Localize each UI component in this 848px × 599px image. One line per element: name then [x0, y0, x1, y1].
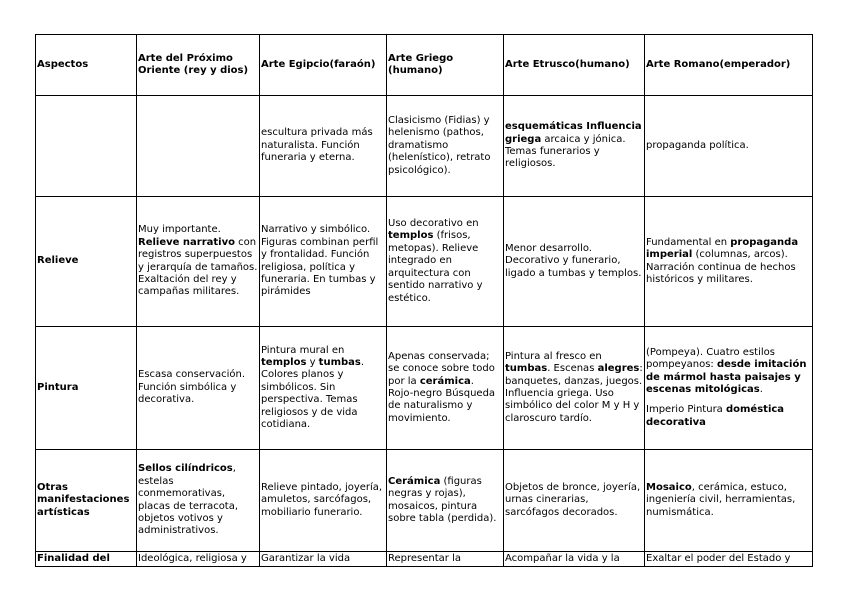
- cell-egipcio: [260, 450, 387, 552]
- header-row: [36, 35, 813, 96]
- cell-text: Ideológica, religiosa y: [138, 553, 247, 564]
- cell-text: escultura privada más naturalista. Función funeraria y eterna.: [261, 127, 373, 164]
- cell-bold-text: alegres: [597, 363, 640, 375]
- cell-egipcio: [260, 96, 387, 197]
- cell-bold-text: Cerámica: [388, 475, 441, 487]
- cell-proximo-oriente: [137, 197, 260, 327]
- cell-griego: [387, 552, 504, 567]
- cell-text: (figuras negras y rojas), mosaicos, pintura sobre tabla (perdida).: [388, 475, 497, 524]
- cell-bold-text: propaganda imperial: [646, 236, 799, 261]
- cell-text: Pintura mural en: [261, 344, 345, 356]
- row-label: Relieve: [36, 197, 137, 327]
- row-label: Pintura: [36, 327, 137, 450]
- table-row: [36, 450, 813, 552]
- cell-text: Representar la: [388, 553, 461, 564]
- cell-text: arcaica y jónica. Temas funerarios y religiosos.: [505, 133, 626, 170]
- cell-text: : banquetes, danzas, juegos. Influencia griega. Uso simbólico del color M y H y claroscuro tardío.: [505, 363, 643, 424]
- comparison-table: [35, 34, 813, 567]
- cell-romano: [645, 327, 813, 450]
- table-row: [36, 96, 813, 197]
- cell-etrusco: [504, 450, 645, 552]
- cell-text: Exaltar el poder del Estado y: [646, 553, 791, 564]
- cell-text: Escasa conservación. Función simbólica y decorativa.: [138, 369, 246, 406]
- row-label: [36, 96, 137, 197]
- cell-text: Pintura al fresco en: [505, 350, 602, 362]
- header-aspectos: Aspectos: [36, 35, 137, 96]
- cell-text: . Escenas: [547, 363, 598, 375]
- cell-romano: [645, 96, 813, 197]
- cell-paragraph: [646, 404, 811, 429]
- cell-bold-text: templos: [261, 356, 307, 368]
- cell-text: Menor desarrollo. Decorativo y funerario, ligado a tumbas y templos.: [505, 242, 642, 279]
- cell-text: Acompañar la vida y la: [505, 553, 620, 564]
- cell-proximo-oriente: [137, 450, 260, 552]
- cell-bold-text: cerámica: [419, 375, 471, 387]
- cell-text: (columnas, arcos). Narración continua de hechos históricos y militares.: [646, 249, 796, 285]
- header-griego: Arte Griego (humano): [387, 35, 504, 96]
- cell-etrusco: [504, 552, 645, 567]
- cell-text: Muy importante.: [138, 224, 221, 236]
- cell-text: .: [759, 384, 763, 395]
- cell-text: Relieve pintado, joyería, amuletos, sarcófagos, mobiliario funerario.: [261, 481, 383, 518]
- cell-etrusco: [504, 327, 645, 450]
- cell-text: Uso decorativo en: [388, 218, 479, 230]
- header-etrusco: Arte Etrusco(humano): [504, 35, 645, 96]
- cell-proximo-oriente: [137, 552, 260, 567]
- cell-text: , cerámica, estuco, ingeniería civil, herramientas, numismática.: [646, 481, 796, 518]
- cell-romano: [645, 552, 813, 567]
- cell-text: Garantizar la vida: [261, 553, 351, 564]
- cell-bold-text: doméstica decorativa: [646, 404, 785, 428]
- table-row: [36, 197, 813, 327]
- row-label: Otras manifestaciones artísticas: [36, 450, 137, 552]
- cell-proximo-oriente: [137, 96, 260, 197]
- cell-bold-text: Sellos cilíndricos: [138, 463, 233, 475]
- cell-text: (frisos, metopas). Relieve integrado en arquitectura con sentido narrativo y estético.: [388, 230, 483, 304]
- cell-bold-text: templos: [388, 230, 434, 242]
- cell-griego: [387, 96, 504, 197]
- cell-bold-text: esquemáticas Influencia griega: [505, 121, 642, 145]
- header-proximo-oriente: Arte del Próximo Oriente (rey y dios): [137, 35, 260, 96]
- cell-text: (Pompeya). Cuatro estilos pompeyanos:: [646, 346, 775, 371]
- cell-griego: [387, 450, 504, 552]
- cell-romano: [645, 450, 813, 552]
- cell-text: , estelas conmemorativas, placas de terracota, objetos votivos y administrativos.: [138, 463, 239, 537]
- table-row: [36, 327, 813, 450]
- cell-etrusco: [504, 96, 645, 197]
- header-egipcio: Arte Egipcio(faraón): [260, 35, 387, 96]
- cell-bold-text: desde imitación de mármol hasta paisajes y escenas mitológicas: [646, 359, 807, 395]
- cell-bold-text: Mosaico: [646, 481, 692, 493]
- cell-proximo-oriente: [137, 327, 260, 450]
- cell-text: Fundamental en: [646, 236, 731, 248]
- cell-egipcio: [260, 197, 387, 327]
- cell-griego: [387, 197, 504, 327]
- row-label: Finalidad del: [36, 552, 137, 567]
- cell-bold-text: Relieve narrativo: [138, 236, 235, 248]
- cell-text: . Rojo-negro Búsqueda de naturalismo y movimiento.: [388, 375, 496, 424]
- cell-romano: [645, 197, 813, 327]
- cell-text: propaganda política.: [646, 139, 749, 151]
- header-romano: Arte Romano(emperador): [645, 35, 813, 96]
- cell-text: Narrativo y simbólico. Figuras combinan perfil y frontalidad. Función religiosa, política y funeraria. En tumbas y pirámides: [261, 224, 379, 298]
- cell-etrusco: [504, 197, 645, 327]
- cell-bold-text: tumbas: [318, 356, 361, 368]
- cell-text: y: [306, 356, 319, 368]
- cell-bold-text: tumbas: [505, 363, 548, 375]
- cell-text: . Colores planos y simbólicos. Sin perspectiva. Temas religiosos y de vida cotidiana.: [261, 356, 365, 431]
- cell-text: Imperio Pintura: [646, 404, 726, 416]
- cell-text: Apenas conservada; se conoce sobre todo por la: [388, 350, 495, 387]
- cell-egipcio: [260, 327, 387, 450]
- cell-griego: [387, 327, 504, 450]
- cell-text: Clasicismo (Fidias) y helenismo (pathos, dramatismo (helenístico), retrato psicológico).: [388, 114, 491, 176]
- cell-text: con registros superpuestos y jerarquía de tamaños. Exaltación del rey y campañas militares.: [138, 236, 258, 298]
- table-row: [36, 552, 813, 567]
- cell-egipcio: [260, 552, 387, 567]
- cell-text: Objetos de bronce, joyería, urnas cinerarias, sarcófagos decorados.: [505, 481, 641, 518]
